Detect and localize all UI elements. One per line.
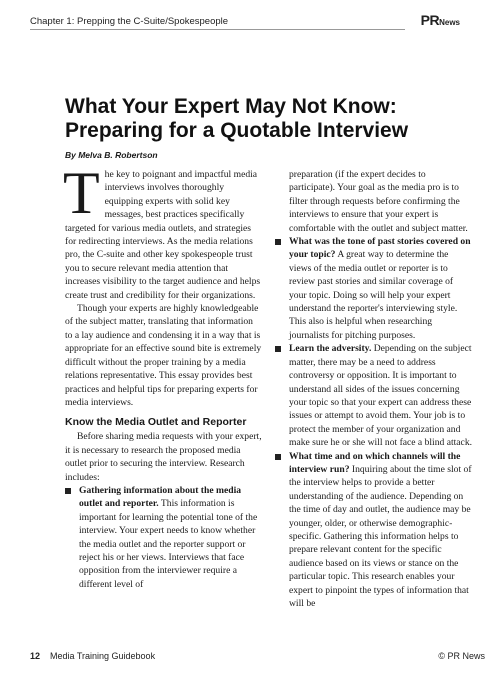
bullet-square-icon [65,488,71,494]
title-line-2: Preparing for a Quotable Interview [65,119,409,142]
bullet-item-1 [65,484,262,591]
intro-paragraph-1 [63,160,262,302]
section-heading: Know the Media Outlet and Reporter [65,416,247,429]
drop-cap: T [63,160,100,226]
copyright: © PR News [438,651,485,661]
bullet-item-2 [275,235,472,342]
logo-pr: PR [420,12,440,28]
logo-news: News [439,18,460,27]
page-footer [30,651,485,665]
chapter-title: Chapter 1: Prepping the C-Suite/Spokespeople [30,16,229,27]
bullet-4-lead: What time and on which channels will the interview run? [289,450,461,475]
bullet-3-text: Depending on the subject matter, there may be a need to address controversy or opposition. It is important to understand all sides of the issues concerning your topic so that your expert can address these issues or attempt to avoid them. Your job is to protect the member of your organization and make sure he or she will not face a blind attack. [289,343,473,449]
article-title [65,95,465,143]
bullet-square-icon [275,239,281,245]
byline: By Melva B. Robertson [65,150,158,160]
bullet-4-text: Inquiring about the time slot of the interview helps to provide a better understanding of the audience. Depending on the time of day and outlet, the audience may be younger, older, or otherwise demographic-specific. Gathering this information helps to prepare relevant content for the specific audience based on its views or stance on the particular topic. This research enables your expert to pinpoint the types of information that will be [289,463,472,609]
book-title: Media Training Guidebook [50,651,156,661]
pr-news-logo [421,12,460,28]
header-divider [30,29,405,30]
bullet-2-text: A great way to determine the views of the media outlet or reporter is to review past stories and similar coverage of your topic. Doing so will help your expert understand the reporter's interviewing style. This also is helpful when researching journalists for pitching purposes. [289,249,458,341]
bullet-1-continued: preparation (if the expert decides to participate). Your goal as the media pro is to filter through requests before confirming the interviews to ensure that your expert is comfortable with the outlet and subject matter. [289,169,468,234]
bullet-2-lead: What was the tone of past stories covered on your topic? [289,236,471,261]
intro-paragraph-2: Though your experts are highly knowledgeable of the subject matter, translating that information to a lay audience and condensing it in a way that is appropriate for an effective sound bite is extremely difficult without the proper training by a media relations representative. This essay provides best practices and helpful tips for preparing experts for media interviews. [65,303,262,408]
bullet-square-icon [275,454,281,460]
page-number: 12 [30,651,41,661]
intro-p1-text: he key to poignant and impactful media interviews involves thoroughly equipping experts with solid key messages, best practices specifically targeted for various media outlets, and strategies for redirecting interviews. As the media relations pro, the C-suite and other key spokespeople trust you to secure relevant media attention that increases visibility to the target audience and helps create trust and credibility for their organizations. [65,169,261,301]
section-paragraph: Before sharing media requests with your expert, it is necessary to research the proposed media outlet prior to securing the interview. Research includes: [65,431,262,483]
bullet-item-3 [275,342,472,449]
bullet-1-lead: Gathering information about the media outlet and reporter. [79,484,242,510]
bullet-square-icon [275,346,281,352]
left-column [63,160,262,591]
bullet-3-lead: Learn the adversity. [289,343,372,355]
bullet-item-4 [275,450,472,611]
bullet-1-text: This information is important for learning the potential tone of the interview. Your expert needs to know whether the media outlet and the reporter support or reject his or her views. Interviews that face opposition from the interviewer require a different level of [79,498,258,590]
right-column [275,168,472,610]
title-line-1: What Your Expert May Not Know: [65,95,397,118]
